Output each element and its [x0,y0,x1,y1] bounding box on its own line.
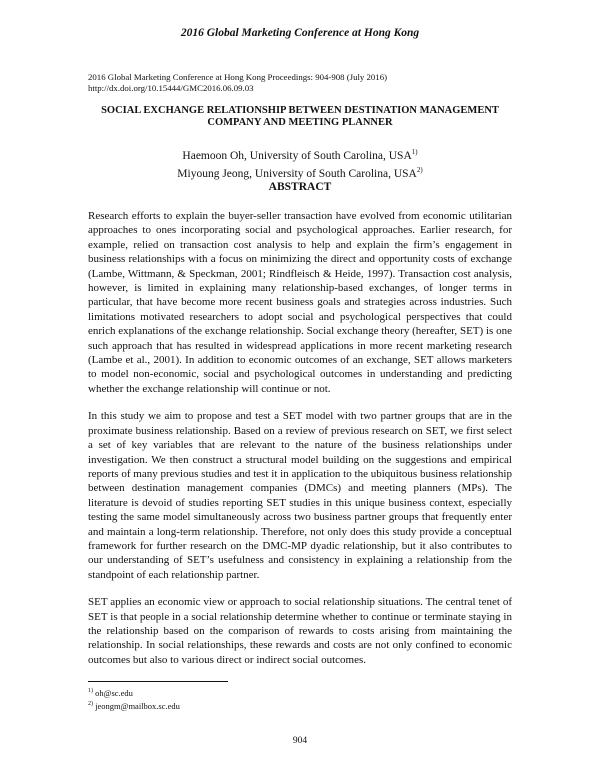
title-line-2: COMPANY AND MEETING PLANNER [207,117,393,128]
paragraph-3: SET applies an economic view or approach to social relationship situations. The central tenet of SET is that people in a social relationship determine whether to continue or terminate staying in the relationship based on the comparison of rewards to costs arising from maintaining the relationship. In social relationships, these rewards and costs are not only confined to economic outcomes but also to various direct or indirect social outcomes. [88,596,512,666]
abstract-body [88,209,512,680]
running-header: 2016 Global Marketing Conference at Hong Kong [180,27,420,39]
proceedings-citation: 2016 Global Marketing Conference at Hong Kong Proceedings: 904-908 (July 2016) [88,72,388,82]
doi-link[interactable]: http://dx.doi.org/10.15444/GMC2016.06.09.03 [88,82,254,93]
author-list [0,145,600,181]
author-2-name: Miyoung Jeong, University of South Carolina, USA [177,167,417,180]
footnote-divider [88,681,228,682]
author-2 [0,163,600,181]
abstract-heading: ABSTRACT [268,181,332,193]
author-1-mark: 1) [411,148,418,156]
footnotes [88,686,180,712]
title-line-1: SOCIAL EXCHANGE RELATIONSHIP BETWEEN DESTINATION MANAGEMENT [101,105,499,116]
footnote-2 [88,699,180,712]
author-1-name: Haemoon Oh, University of South Carolina, USA [182,149,412,162]
author-2-mark: 2) [416,165,423,174]
author-1 [0,145,600,163]
footnote-1 [88,686,180,699]
footnote-2-email[interactable]: jeongm@mailbox.sc.edu [95,700,180,711]
paper-title [60,105,540,129]
paragraph-2: In this study we aim to propose and test a SET model with two partner groups that are in the proximate business relationship. Based on a review of previous research on SET, we first select a set of key variables that are relevant to the nature of the business relationships under investigation. We then construct a structural model building on the suggestions and empirical reports of many previous studies and test it in application to the ubiquitous business relationship between destination management companies (DMCs) and meeting planners (MPs). The literature is devoid of studies reporting SET studies in this unique business context, especially testing the same model simultaneously across two business partner groups that frequently enter and maintain a long-term relationship. Therefore, not only does this study provide a conceptual framework for further research on the DMC-MP dyadic relationship, but it also contributes to our understanding of SET’s usefulness and consistency in explaining a relationship from the standpoint of each relationship partner. [88,410,512,581]
footnote-2-mark: 2) [88,700,93,707]
proceedings-meta [88,72,387,93]
page-number: 904 [292,736,308,746]
footnote-1-mark: 1) [88,688,93,694]
paragraph-1: Research efforts to explain the buyer-seller transaction have evolved from economic utilitarian approaches to ones incorporating social and psychological approaches. Earlier research, for example, relied on transaction cost analysis to help and explain the firm’s engagement in business relationships with a focus on minimizing the direct and opportunity costs of exchange (Lambe, Wittmann, & Speckman, 2001; Rindfleisch & Heide, 1997). Transaction cost analysis, however, is limited in explaining many relationship-based exchanges, of longer terms in particular, that have become more recent business goals and strategies across industries. Such limitations motivated researchers to adopt social and psychological perspectives that could enrich explanations of the exchange relationship. Social exchange theory (hereafter, SET) is one such approach that has resulted in widespread applications in more recent marketing research (Lambe et al., 2001). In addition to economic outcomes of an exchange, SET allows marketers to model non-economic, social and psychological outcomes in understanding and predicting whether the exchange relationship will continue or not. [88,210,512,395]
footnote-1-email[interactable]: oh@sc.edu [95,687,133,698]
